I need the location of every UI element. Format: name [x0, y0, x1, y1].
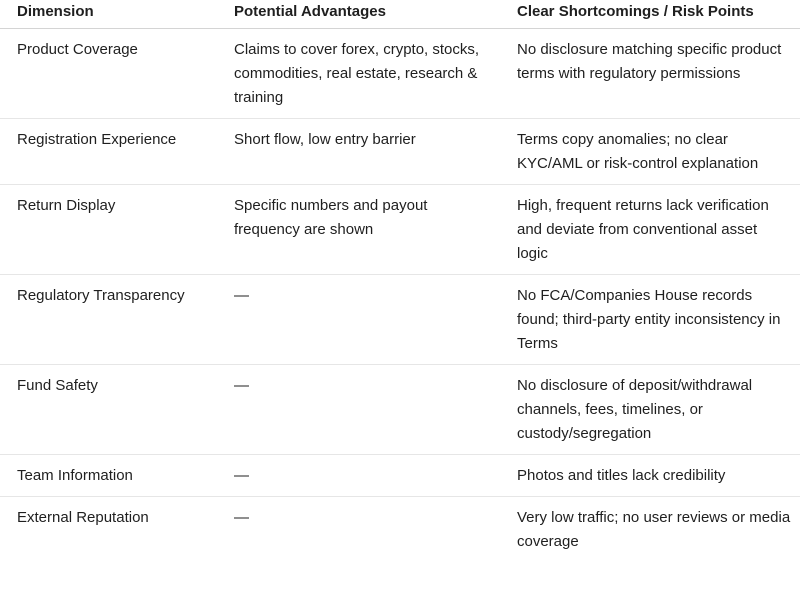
cell-risks: Very low traffic; no user reviews or media coverage — [517, 509, 791, 550]
cell-risks: Photos and titles lack credibility — [500, 455, 800, 497]
cell-dimension: Product Coverage — [0, 29, 217, 119]
table-row — [0, 497, 800, 563]
cell-dimension: Regulatory Transparency — [0, 275, 217, 365]
cell-advantages: Specific numbers and payout frequency are shown — [217, 185, 500, 275]
header-row — [0, 0, 800, 29]
cell-dimension: External Reputation — [17, 509, 149, 526]
cell-risks: No disclosure of deposit/withdrawal channels, fees, timelines, or custody/segregation — [500, 365, 800, 455]
cell-risks: No disclosure matching specific product terms with regulatory permissions — [500, 29, 800, 119]
header-advantages: Potential Advantages — [217, 0, 500, 29]
cell-dimension: Return Display — [0, 185, 217, 275]
table-row — [0, 29, 800, 119]
table-row — [0, 455, 800, 497]
table-row — [0, 185, 800, 275]
cell-advantages: Short flow, low entry barrier — [217, 119, 500, 185]
header-risks: Clear Shortcomings / Risk Points — [500, 0, 800, 29]
cell-dimension: Registration Experience — [0, 119, 217, 185]
cell-dimension: Team Information — [0, 455, 217, 497]
cell-risks: Terms copy anomalies; no clear KYC/AML or risk-control explanation — [500, 119, 800, 185]
cell-advantages: Claims to cover forex, crypto, stocks, commodities, real estate, research & training — [217, 29, 500, 119]
table-row — [0, 365, 800, 455]
cell-advantages: — — [234, 509, 249, 526]
header-dimension: Dimension — [0, 0, 217, 29]
table-row — [0, 275, 800, 365]
cell-risks: No FCA/Companies House records found; third-party entity inconsistency in Terms — [500, 275, 800, 365]
cell-advantages: — — [217, 275, 500, 365]
cell-advantages: — — [217, 365, 500, 455]
cell-advantages: — — [217, 455, 500, 497]
cell-dimension: Fund Safety — [0, 365, 217, 455]
cell-risks: High, frequent returns lack verification and deviate from conventional asset logic — [500, 185, 800, 275]
table-row — [0, 119, 800, 185]
